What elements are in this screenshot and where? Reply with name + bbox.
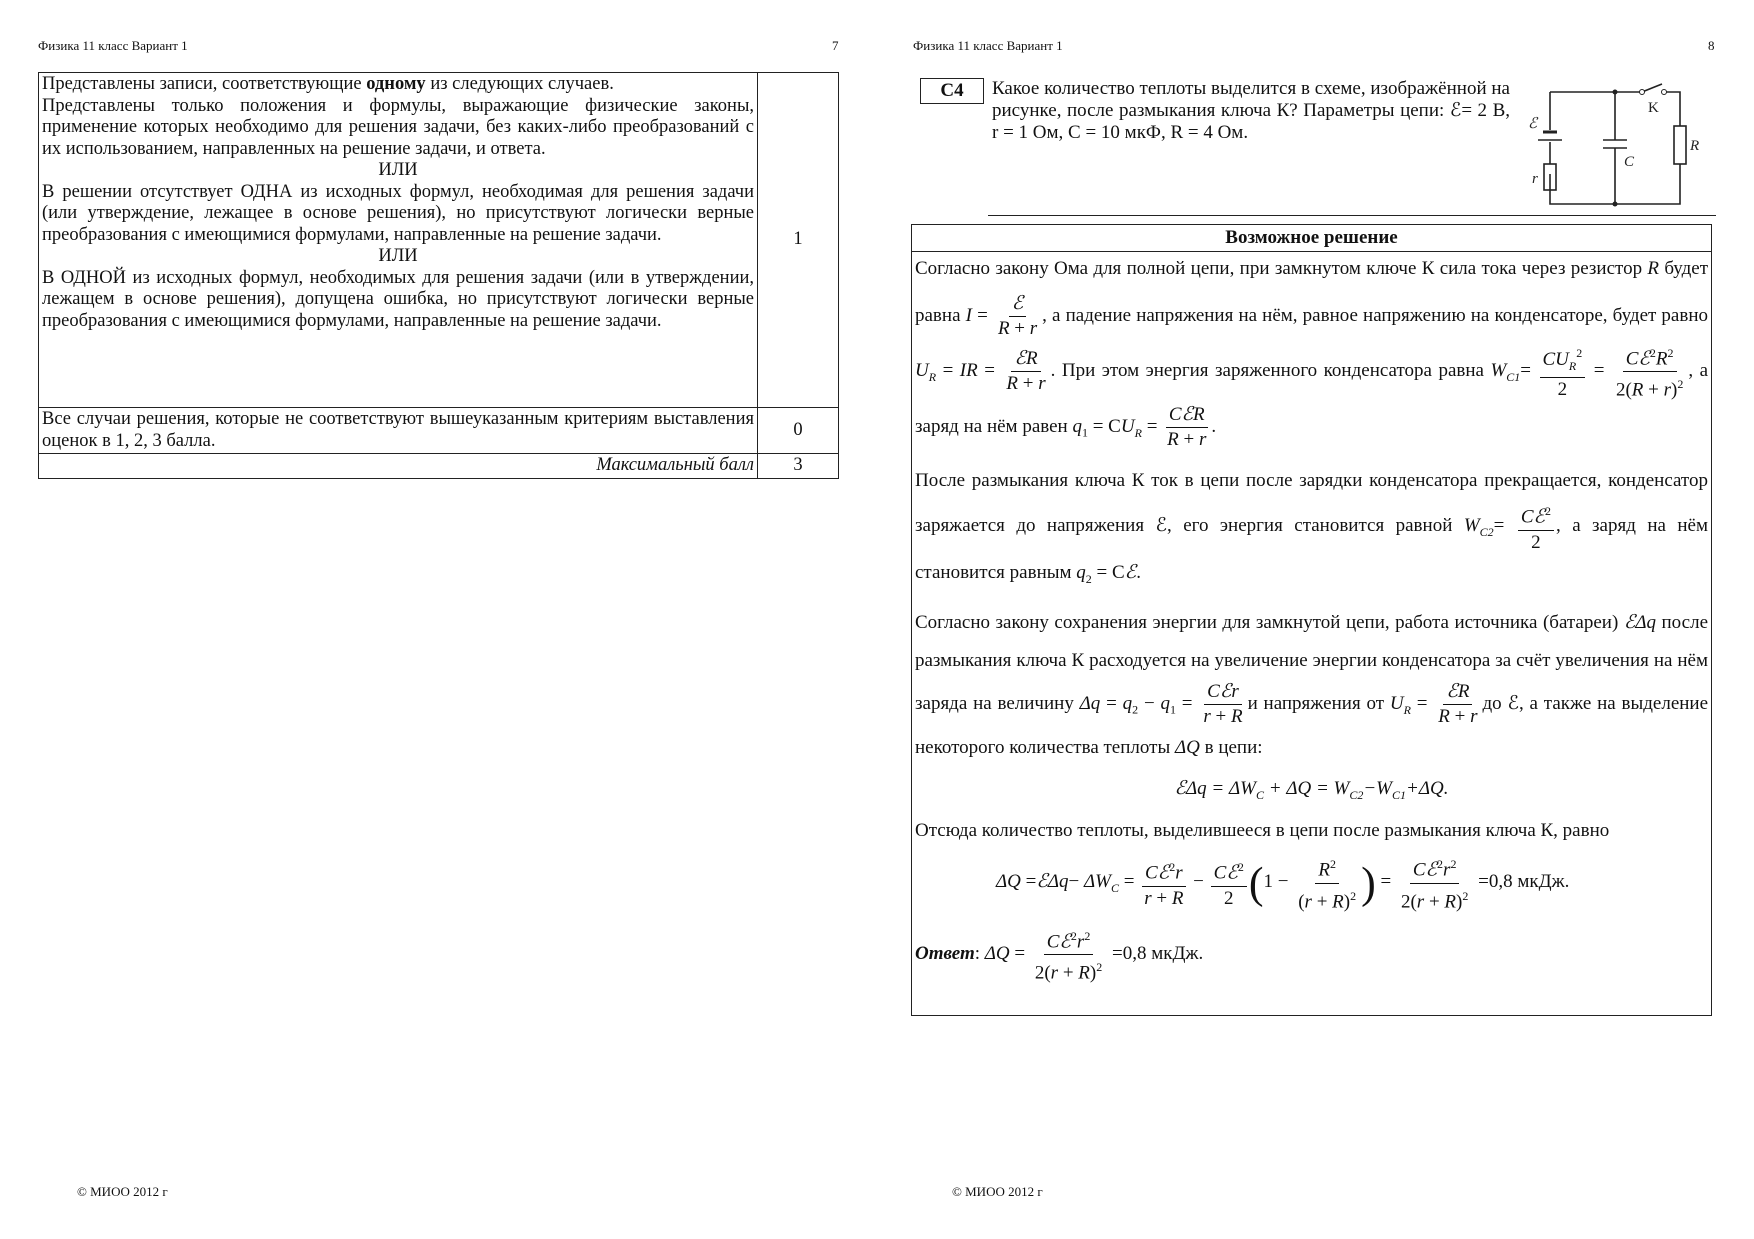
criteria-text-1 [39, 73, 758, 408]
label-R: R [1690, 138, 1700, 154]
p3-b: после размыкания ключа К расходуется на увеличение энергии конденсатора за счёт увеличения на нём заряда на величину [915, 612, 1709, 715]
p1-e: , а заряд на нём равен [915, 360, 1708, 437]
p2-b: а заряд на нём становится равным [915, 515, 1708, 583]
task-label: С4 [920, 78, 984, 104]
right-page-number: 8 [1708, 38, 1715, 53]
score-0: 0 [758, 408, 839, 454]
task-question [992, 78, 1510, 144]
fraction-voltage: $\frac{\text{ℰR}}{R + r}$ [1006, 348, 1046, 395]
resistor-R [1674, 126, 1686, 164]
fraction-charge-1: $\frac{\text{CℰR}}{R + r}$ [1167, 403, 1207, 450]
score-1: 1 [758, 73, 839, 408]
criteria-table [38, 72, 839, 479]
solution-box [911, 224, 1712, 1016]
solution-title: Возможное решение [912, 225, 1711, 252]
p1-b: будет равна [915, 258, 1709, 326]
fraction-energy-1: $\frac{CU_R^2}{2}$ [1540, 341, 1586, 402]
fraction-current: $\frac{\text{ℰ}}{R + r}$ [997, 293, 1038, 339]
intro-pre: Представлены записи, соответствующие [42, 74, 362, 94]
solution-paragraph-1: Согласно закону Ома для полной цепи, при замкнутом ключе К сила тока через резистор R будет равна I = $\frac{\text{ℰ}}{R + r}$ , а падение напряжения на нём, равное напряжению на конденсаторе, будет равно $U_R$ = IR = $\frac{\text{ℰR}}{R + r}$ . При этом энергия заряженного конденсатора равна $W_{C1}=$ $\frac{CU_R^2}{2}$ = $\frac{Cℰ^2R^2}{2(R + r)^2}$ , а заряд на нём равен $q_1 = CU_R$ = $\frac{\text{CℰR}}{R + r}$ . [915, 258, 1709, 450]
wire-top-right [1664, 92, 1680, 126]
max-score-value: 3 [758, 454, 839, 479]
criteria-row-2 [39, 408, 839, 454]
criteria-case-1: Представлены только положения и формулы, выражающие физические законы, применение которых необходимо для решения задачи, без каких-либо преобразований с их использованием, направленных на решение задачи, и ответа. [42, 95, 754, 159]
label-emf: ℰ [1528, 116, 1538, 132]
or-separator-2: ИЛИ [378, 246, 418, 266]
intro-post: из следующих случаев. [430, 74, 614, 94]
max-score-label: Максимальный балл [39, 454, 758, 479]
fraction-result-4: $\frac{Cℰ^2r^2}{2(r + R)^2}$ [1398, 852, 1471, 914]
fraction-energy-final: $\frac{Cℰ^2}{2}$ [1518, 499, 1554, 554]
p1-c: , а падение напряжения на нём, равное напряжению на конденсаторе, будет равно [1042, 304, 1708, 326]
node-top [1613, 90, 1618, 95]
solution-paragraph-2: После размыкания ключа К ток в цепи после зарядки конденсатора прекращается, конденсатор заряжается до напряжения ℰ, его энергия становится равной $W_{C2}=$ $\frac{Cℰ^2}{2}$ , а заряд на нём становится равным $q_2$ = Cℰ. [915, 470, 1708, 586]
intro-bold: одному [366, 74, 426, 94]
left-page-footer: © МИОО 2012 г [77, 1184, 168, 1199]
p3-e: в цепи: [1204, 737, 1263, 759]
final-formula: ΔQ =ℰΔq− $\Delta W_C$ = $\frac{Cℰ^2r}{r + R}$ − $\frac{Cℰ^2}{2}$ (1 − $\frac{R^2}{(r + R)^2}$ ) = $\frac{Cℰ^2r^2}{2(r + R)^2}$ =0,8 мкДж. [996, 852, 1711, 914]
or-separator-1: ИЛИ [378, 160, 418, 180]
params-values: ℰ= 2 В, r = 1 Ом, C = 10 мкФ, R = 4 Ом. [992, 100, 1510, 143]
answer-label: Ответ [915, 943, 975, 965]
fraction-result-3: $\frac{R^2}{(r + R)^2}$ [1295, 852, 1359, 914]
switch-contact-left [1640, 90, 1645, 95]
label-r: r [1532, 171, 1538, 187]
fraction-delta-q: $\frac{\text{Cℰr}}{r + R}$ [1203, 681, 1243, 728]
criteria-text-2: Все случаи решения, которые не соответствуют вышеуказанным критериям выставления оценок в 1, 2, 3 балла. [39, 408, 758, 454]
criteria-case-3: В ОДНОЙ из исходных формул, необходимых для решения задачи (или в утверждении, лежащем в основе решения), допущена ошибка, но присутствуют логически верные преобразования с имеющимися формулами, направленные на решение задачи. [42, 267, 754, 331]
result-value: =0,8 мкДж. [1478, 871, 1570, 893]
fraction-result-1: $\frac{Cℰ^2r}{r + R}$ [1141, 855, 1186, 910]
left-page-number: 7 [832, 38, 839, 53]
right-page-footer: © МИОО 2012 г [952, 1184, 1043, 1199]
left-page-header: Физика 11 класс Вариант 1 [38, 38, 188, 53]
circuit-diagram [1520, 78, 1720, 214]
label-K: K [1648, 100, 1659, 116]
energy-conservation-equation: ℰΔq = $\Delta W_C + \Delta Q = W_{C2}-W_{C1}+\Delta Q$. [1174, 778, 1449, 803]
p3-a: Согласно закону сохранения энергии для замкнутой цепи, работа источника (батареи) [915, 612, 1619, 634]
p3-c: и напряжения от [1247, 693, 1385, 715]
criteria-row-1 [39, 73, 839, 408]
criteria-case-2: В решении отсутствует ОДНА из исходных формул, необходимая для решения задачи (или утверждение, лежащее в основе решения), но присутствуют логически верные преобразования с имеющимися формулами, направленные на решение задачи. [42, 181, 754, 245]
p3-d: до ℰ, а также на выделение некоторого количества теплоты [915, 693, 1709, 759]
criteria-row-max [39, 454, 839, 479]
answer-line: Ответ: ΔQ = $\frac{Cℰ^2r^2}{2(r + R)^2}$ =0,8 мкДж. [912, 924, 1711, 986]
solution-paragraph-4: Отсюда количество теплоты, выделившееся в цепи после размыкания ключа К, равно [915, 820, 1610, 842]
params-label: Параметры цепи: [1303, 100, 1445, 121]
fraction-voltage-2: $\frac{\text{ℰR}}{R + r}$ [1438, 681, 1478, 728]
fraction-result-2: $\frac{Cℰ^2}{2}$ [1211, 855, 1247, 910]
p1-d: . При этом энергия заряженного конденсатора равна [1050, 360, 1484, 382]
label-C: C [1624, 154, 1635, 170]
solution-paragraph-3: Согласно закону сохранения энергии для замкнутой цепи, работа источника (батареи) ℰΔq после размыкания ключа К расходуется на увеличение энергии конденсатора за счёт увеличения на нём заряда на величину $\Delta q = q_2 - q_1$ = $\frac{\text{Cℰr}}{r + R}$ и напряжения от $U_R$ = $\frac{\text{ℰR}}{R + r}$ до ℰ, а также на выделение некоторого количества теплоты ΔQ в цепи: [915, 612, 1709, 759]
node-bottom [1613, 202, 1618, 207]
fraction-energy-2: $\frac{Cℰ^2R^2}{2(R + r)^2}$ [1613, 341, 1686, 403]
energy-eq-start: ℰΔq = ΔW [1174, 778, 1256, 800]
switch-contact-right [1662, 90, 1667, 95]
answer-value: =0,8 мкДж. [1111, 943, 1204, 965]
divider [988, 215, 1716, 216]
question-text: Какое количество теплоты выделится в схеме, изображённой на рисунке, после размыкания ключа К? [992, 78, 1510, 121]
right-page-header: Физика 11 класс Вариант 1 [913, 38, 1063, 53]
criteria-intro [42, 74, 754, 96]
p2-a: После размыкания ключа К ток в цепи после зарядки конденсатора прекращается, конденсатор заряжается до напряжения ℰ, его энергия становится равной [915, 470, 1708, 537]
switch-k-blade [1642, 84, 1662, 92]
fraction-answer: $\frac{Cℰ^2r^2}{2(r + R)^2}$ [1032, 924, 1105, 986]
p1-a: Согласно закону Ома для полной цепи, при замкнутом ключе К сила тока через резистор [915, 258, 1643, 279]
